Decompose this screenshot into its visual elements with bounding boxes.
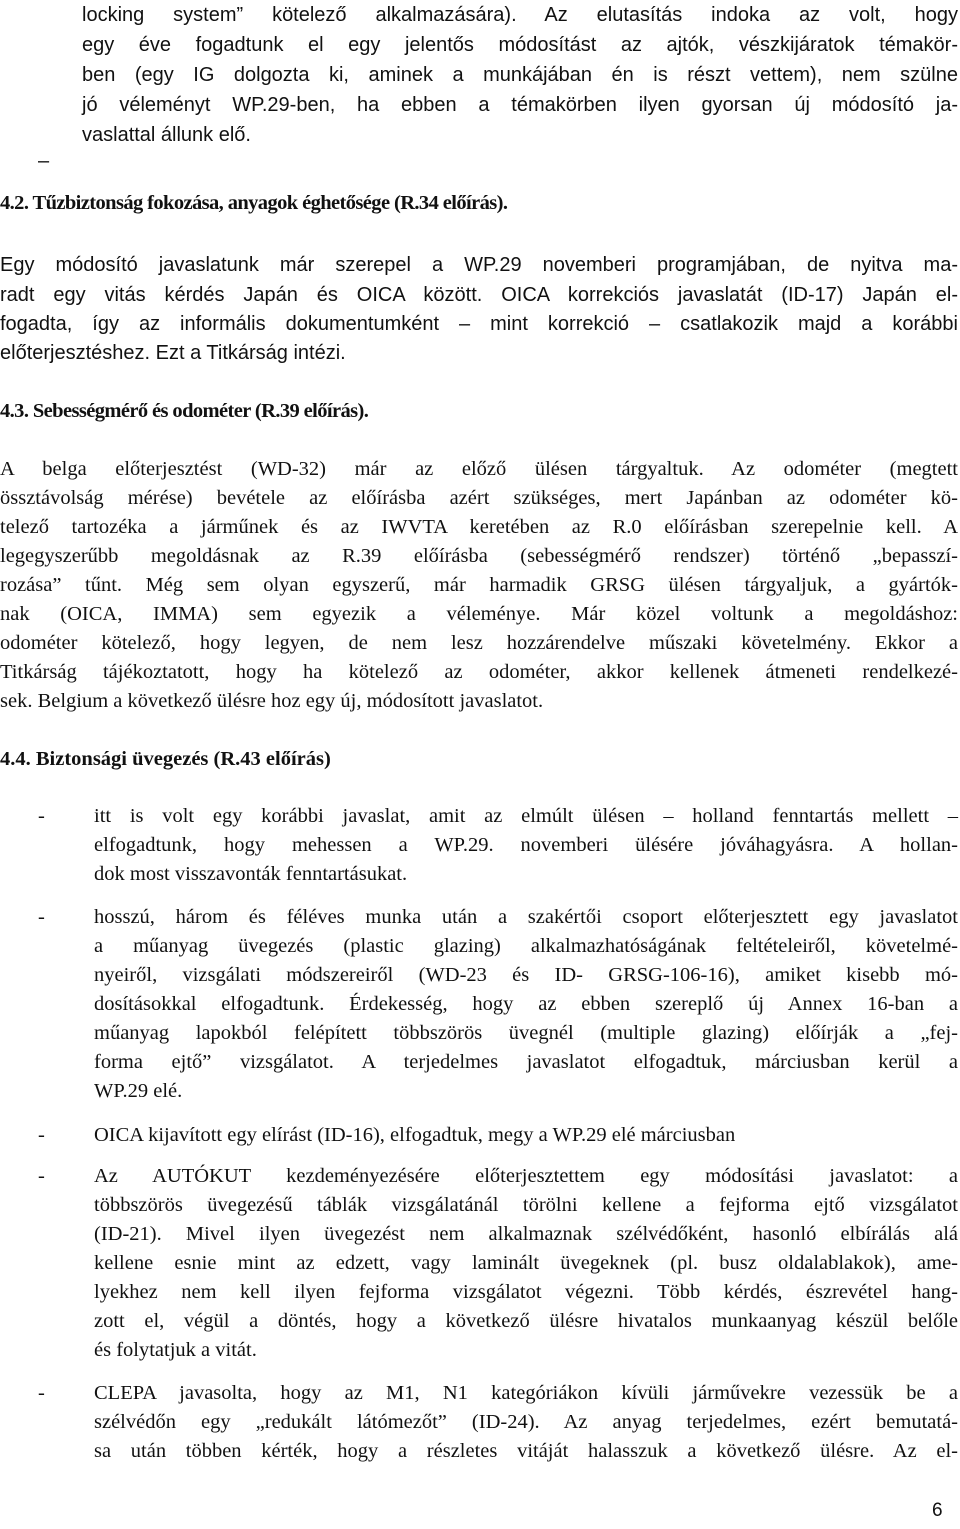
text-line: Egy módosító javaslatunk már szerepel a WP.29 novemberi programjában, de nyitva ma- [0,254,958,276]
text-line: ben (egy IG dolgozta ki, aminek a munkájában én is részt vettem), nem szülne [82,64,958,86]
text-line: össztávolság mérése) bevétele az előírásba azért szükséges, mert Japánban az odométer kö- [0,487,958,509]
text-line: OICA kijavított egy elírást (ID-16), elfogadtuk, megy a WP.29 elé márciusban [94,1124,736,1146]
text-line: hosszú, három és féléves munka után a szakértői csoport előterjesztett egy javaslatot [94,906,958,928]
text-line: nyeiről, vizsgálati módszereiről (WD-23 és ID- GRSG-106-16), amiket kisebb mó- [94,964,958,986]
text-line: Titkárság tájékoztatott, hogy ha kötelező az odométer, akkor kellenek átmeneti rendelkezé- [0,661,958,683]
text-line: odométer kötelező, hogy legyen, de nem lesz hozzárendelve műszaki követelmény. Ekkor a [0,632,958,654]
text-line: Az AUTÓKUT kezdeményezésére előterjesztettem egy módosítási javaslatot: a [94,1165,958,1187]
text-line: rozása” tűnt. Még sem olyan egyszerű, már harmadik GRSG ülésen tárgyaljuk, a gyártók- [0,574,958,596]
bullet-dash: - [38,1165,45,1187]
text-line: zott el, végül a döntés, hogy a következő ülésre hivatalos munkaanyag készül belőle [94,1310,958,1332]
section-heading: 4.2. Tűzbiztonság fokozása, anyagok éghetősége (R.34 előírás). [0,192,508,214]
text-line: kellene esnie mint az edzett, vagy laminált üvegeknek (pl. busz oldalablakok), ame- [94,1252,958,1274]
bullet-dash: - [38,906,45,928]
text-line: elfogadtunk, hogy mehessen a WP.29. novemberi ülésére jóváhagyásra. A hollan- [94,834,958,856]
text-line: nak (OICA, IMMA) sem egyezik a véleménye. Már közel voltunk a megoldáshoz: [0,603,958,625]
text-line: egy éve fogadtunk el egy jelentős módosítást az ajtók, vészkijáratok témakör- [82,34,958,56]
text-line: WP.29 elé. [94,1080,183,1102]
bullet-dash: - [38,805,45,827]
text-line: sa után többen kérték, hogy a részletes vitáját halasszuk a következő ülésre. Az el- [94,1440,958,1462]
text-line: és folytatjuk a vitát. [94,1339,257,1361]
text-line: a műanyag üvegezés (plastic glazing) alkalmazhatóságának feltételeiről, követelmé- [94,935,958,957]
section-heading: 4.4. Biztonsági üvegezés (R.43 előírás) [0,748,331,770]
text-line: forma ejtő” vizsgálatot. A terjedelmes javaslatot elfogadtuk, márciusban kerül a [94,1051,958,1073]
text-line: lyekhez nem kell ilyen fejforma vizsgálatot végezni. Több kérdés, észrevétel hang- [94,1281,958,1303]
bullet-dash: - [38,1382,45,1404]
section-heading: 4.3. Sebességmérő és odométer (R.39 előírás). [0,400,369,422]
text-line: radt egy vitás kérdés Japán és OICA között. OICA korrekciós javaslatát (ID-17) Japán el- [0,284,958,306]
text-line: (ID-21). Mivel ilyen üvegezést nem alkalmaznak szélvédőként, hasonló elbírálás alá [94,1223,958,1245]
bullet-dash: - [38,1124,45,1146]
text-line: legegyszerűbb megoldásnak az R.39 előírásba (sebességmérő rendszer) történő „bepasszí- [0,545,958,567]
text-line: A belga előterjesztést (WD-32) már az előző ülésen tárgyaltuk. Az odométer (megtett [0,458,958,480]
text-line: telező tartozéka a járműnek és az IWVTA keretében az R.0 előírásban szerepelnie kell. A [0,516,958,538]
text-line: műanyag lapokból felépített többszörös üvegnél (multiple glazing) előírják a „fej- [94,1022,958,1044]
text-line: többszörös üvegezésű táblák vizsgálatánál törölni kellene a fejforma ejtő vizsgálatot [94,1194,958,1216]
text-line: szélvédőn egy „redukált látómezőt” (ID-24). Az anyag terjedelmes, ezért bemutatá- [94,1411,958,1433]
text-line: itt is volt egy korábbi javaslat, amit az elmúlt ülésen – holland fenntartás mellett – [94,805,958,827]
page-number: 6 [932,1500,943,1521]
text-line: előterjesztéshez. Ezt a Titkárság intézi. [0,342,346,364]
text-line: sek. Belgium a következő ülésre hoz egy új, módosított javaslatot. [0,690,544,712]
text-line: locking system” kötelező alkalmazására). Az elutasítás indoka az volt, hogy [82,4,958,26]
text-line: CLEPA javasolta, hogy az M1, N1 kategóriákon kívüli járművekre vezessük be a [94,1382,958,1404]
text-line: fogadta, így az informális dokumentumként – mint korrekció – csatlakozik majd a korábbi [0,313,958,335]
text-line: vaslattal állunk elő. [82,124,251,146]
text-line: dosításokkal elfogadtunk. Érdekesség, hogy az ebben szereplő új Annex 16-ban a [94,993,958,1015]
text-line: dok most visszavonták fenntartásukat. [94,863,408,885]
stray-dash: – [38,150,50,172]
text-line: jó véleményt WP.29-ben, ha ebben a témakörben ilyen gyorsan új módosító ja- [82,94,958,116]
